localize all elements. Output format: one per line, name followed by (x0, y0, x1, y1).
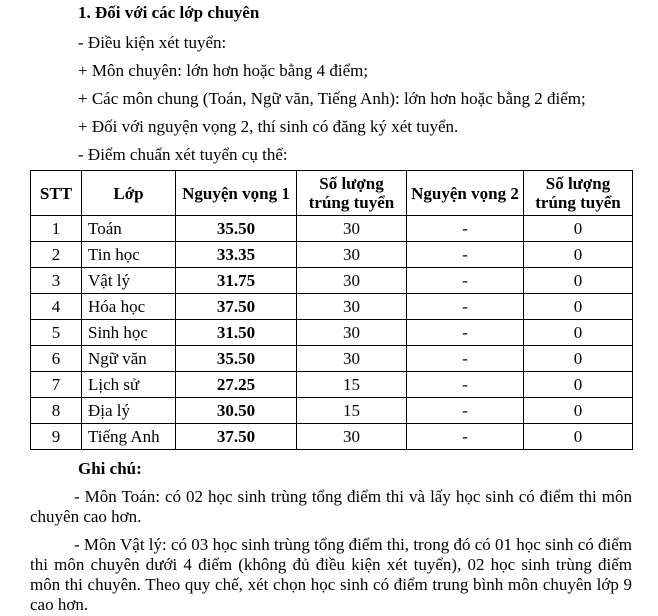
table-row (31, 268, 633, 294)
cell-stt: 5 (31, 320, 82, 346)
cell-admitted-1: 30 (297, 424, 407, 450)
header-aspiration-1: Nguyện vọng 1 (176, 171, 297, 216)
cell-aspiration-2: - (407, 346, 524, 372)
cell-class: Địa lý (82, 398, 176, 424)
cutoff-score-table (30, 170, 633, 450)
cell-aspiration-2: - (407, 424, 524, 450)
cell-aspiration-1: 35.50 (176, 216, 297, 242)
cell-class: Tiếng Anh (82, 424, 176, 450)
cell-stt: 7 (31, 372, 82, 398)
cell-admitted-1: 30 (297, 242, 407, 268)
header-admitted-count-2: Số lượng trúng tuyển (524, 171, 633, 216)
cell-aspiration-2: - (407, 372, 524, 398)
criteria-item: + Các môn chung (Toán, Ngữ văn, Tiếng Anh): lớn hơn hoặc bằng 2 điểm; (78, 89, 586, 108)
table-body (31, 216, 633, 450)
table-row (31, 320, 633, 346)
cell-admitted-1: 15 (297, 398, 407, 424)
cell-stt: 8 (31, 398, 82, 424)
cell-admitted-2: 0 (524, 398, 633, 424)
cell-admitted-1: 30 (297, 346, 407, 372)
cell-aspiration-2: - (407, 268, 524, 294)
cell-admitted-1: 30 (297, 294, 407, 320)
cell-admitted-1: 30 (297, 268, 407, 294)
header-admitted-count-1: Số lượng trúng tuyển (297, 171, 407, 216)
table-row (31, 294, 633, 320)
cell-aspiration-1: 33.35 (176, 242, 297, 268)
header-class: Lớp (82, 171, 176, 216)
cell-admitted-2: 0 (524, 294, 633, 320)
cell-class: Hóa học (82, 294, 176, 320)
cell-aspiration-2: - (407, 242, 524, 268)
cell-stt: 3 (31, 268, 82, 294)
cell-class: Ngữ văn (82, 346, 176, 372)
cell-admitted-2: 0 (524, 320, 633, 346)
criteria-item: + Đối với nguyện vọng 2, thí sinh có đăng ký xét tuyển. (78, 117, 459, 136)
header-stt: STT (31, 171, 82, 216)
cell-aspiration-1: 37.50 (176, 294, 297, 320)
cell-admitted-1: 30 (297, 320, 407, 346)
cell-aspiration-1: 37.50 (176, 424, 297, 450)
table-row (31, 216, 633, 242)
cell-stt: 9 (31, 424, 82, 450)
cell-admitted-1: 15 (297, 372, 407, 398)
note-paragraph-physics: - Môn Vật lý: có 03 học sinh trùng tổng điểm thi, trong đó có 01 học sinh có điểm thi môn chuyên dưới 4 điểm (không đủ điều kiện xét tuyển), 02 học sinh trùng điểm môn thi chuyên. Theo quy chế, xét chọn học sinh có điểm trung bình môn chuyên lớp 9 cao hơn. (30, 535, 632, 614)
table-row (31, 346, 633, 372)
cell-aspiration-1: 31.75 (176, 268, 297, 294)
section-heading: 1. Đối với các lớp chuyên (78, 3, 260, 22)
cell-admitted-2: 0 (524, 216, 633, 242)
cell-admitted-1: 30 (297, 216, 407, 242)
cell-stt: 2 (31, 242, 82, 268)
cell-stt: 1 (31, 216, 82, 242)
notes-title: Ghi chú: (78, 459, 142, 478)
table-header-row (31, 171, 633, 216)
header-aspiration-2: Nguyện vọng 2 (407, 171, 524, 216)
cell-class: Toán (82, 216, 176, 242)
cell-aspiration-2: - (407, 216, 524, 242)
cell-stt: 4 (31, 294, 82, 320)
criteria-title: - Điều kiện xét tuyển: (78, 33, 227, 52)
cell-class: Vật lý (82, 268, 176, 294)
cell-class: Lịch sử (82, 372, 176, 398)
cell-class: Tin học (82, 242, 176, 268)
table-row (31, 424, 633, 450)
cell-admitted-2: 0 (524, 346, 633, 372)
cell-aspiration-1: 27.25 (176, 372, 297, 398)
table-row (31, 398, 633, 424)
cell-aspiration-1: 35.50 (176, 346, 297, 372)
cell-class: Sinh học (82, 320, 176, 346)
cell-stt: 6 (31, 346, 82, 372)
cell-admitted-2: 0 (524, 242, 633, 268)
cell-aspiration-2: - (407, 398, 524, 424)
cutoff-title: - Điểm chuẩn xét tuyển cụ thể: (78, 145, 288, 164)
criteria-item: + Môn chuyên: lớn hơn hoặc bằng 4 điểm; (78, 61, 369, 80)
cell-aspiration-1: 30.50 (176, 398, 297, 424)
cell-aspiration-1: 31.50 (176, 320, 297, 346)
cell-admitted-2: 0 (524, 424, 633, 450)
note-paragraph-math: - Môn Toán: có 02 học sinh trùng tổng điểm thi và lấy học sinh có điểm thi môn chuyên cao hơn. (30, 487, 632, 526)
cell-aspiration-2: - (407, 320, 524, 346)
table-row (31, 372, 633, 398)
cell-admitted-2: 0 (524, 268, 633, 294)
table-row (31, 242, 633, 268)
cell-aspiration-2: - (407, 294, 524, 320)
cell-admitted-2: 0 (524, 372, 633, 398)
